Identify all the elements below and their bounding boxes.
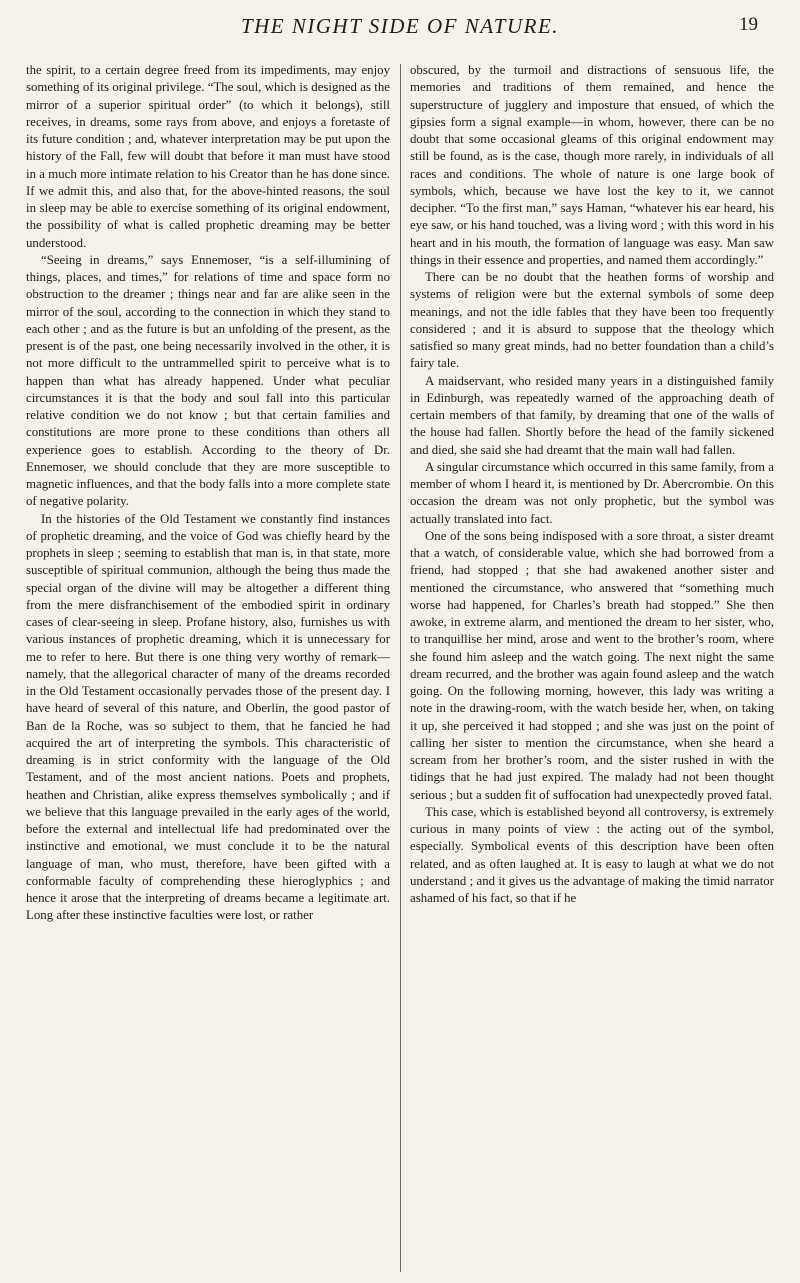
paragraph: There can be no doubt that the heathen forms of worship and systems of religion were but the external symbols of some deep meanings, and not the idle fables that they have been too frequently considered ; and it is absurd to suppose that the theology which satisfied so many great minds, had no better foundation than a child’s fairy tale. xyxy=(410,270,774,371)
running-title: THE NIGHT SIDE OF NATURE. xyxy=(240,14,560,38)
paragraph: This case, which is established beyond all controversy, is extremely curious in many points of view : the acting out of the symbol, especially. Symbolical events of this description have been often related, and as often laughed at. It is easy to laugh at what we do not understand ; and it gives us the advantage of making the timid narrator ashamed of his fact, so that if he xyxy=(410,804,774,905)
paragraph: obscured, by the turmoil and distractions of sensuous life, the memories and traditions of them remained, and hence the superstructure of jugglery and imposture that ensued, of which the gipsies form a signal example—in whom, however, there can be no doubt that some occasional gleams of this original endowment may still be found, as is the case, though more rarely, in individuals of all races and conditions. The whole of nature is one large book of symbols, which, because we have lost the key to it, we cannot decipher. “To the first man,” says Haman, “whatever his ear heard, his eye saw, or his hand touched, was a living word ; with this word in his heart and in his mouth, the formation of language was easy. Man saw things in their essence and properties, and named them accordingly.” xyxy=(410,63,774,267)
paragraph: the spirit, to a certain degree freed from its impediments, may enjoy something of its original privilege. “The soul, which is designed as the mirror of a superior spiritual order” (to which it belongs), still receives, in dreams, some rays from above, and enjoys a foretaste of its future condition ; and, whatever interpretation may be put upon the history of the Fall, few will doubt that before it man must have stood in a much more intimate relation to his Creator than he has done since. If we admit this, and also that, for the above-hinted reasons, the soul in sleep may be able to exercise something of its original endowment, the possibility of what is called prophetic dreaming may be better understood. xyxy=(26,63,390,250)
paragraph: In the histories of the Old Testament we constantly find instances of prophetic dreaming, and the voice of God was chiefly heard by the prophets in sleep ; seeming to establish that man is, in that state, more susceptible of spiritual communion, although the being thus made the special organ of the divine will may be altogether a different thing from the mere disfranchisement of the embodied spirit in ordinary cases of clear-seeing in sleep. Profane history, also, furnishes us with various instances of prophetic dreaming, which it is unnecessary for me to refer to here. But there is one thing very worthy of remark—namely, that the allegorical character of many of the dreams recorded in the Old Testament occasionally pervades those of the present day. I have heard of several of this nature, and Oberlin, the good pastor of Ban de la Roche, was so subject to them, that he fancied he had acquired the art of interpreting the symbols. This characteristic of dreaming is in strict conformity with the language of the Old Testament, and of the most ancient nations. Poets and prophets, heathen and Christian, alike express themselves symbolically ; and if we believe that this language prevailed in the early ages of the world, before the external and intellectual life had predominated over the instinctive and emotional, we must conclude it to be the natural language of man, who must, therefore, have been gifted with a conformable faculty of comprehending these hieroglyphics ; and hence it arose that the interpreting of dreams became a legitimate art. Long after these instinctive faculties were lost, or rather xyxy=(26,511,390,923)
column-divider xyxy=(400,64,401,1272)
page-number: 19 xyxy=(739,14,758,35)
running-head xyxy=(0,10,800,50)
paragraph: One of the sons being indisposed with a sore throat, a sister dreamt that a watch, of considerable value, which she had borrowed from a friend, had stopped ; that she had awakened another sister and mentioned the circumstance, who answered that “something much worse had happened, for Charles’s breath had stopped.” She then awoke, in extreme alarm, and mentioned the dream to her sister, who, to tranquillise her mind, arose and went to the brother’s room, where she found him asleep and the watch going. The next night the same dream recurred, and the brother was again found asleep and the watch going. On the following morning, however, this lady was writing a note in the drawing-room, with the watch beside her, when, on taking it up, she perceived it had stopped ; and she was just on the point of calling her sister to mention the circumstance, when she heard a scream from her brother’s room, and the sister rushed in with the tidings that he had just expired. The malady had not been thought serious ; but a sudden fit of suffocation had unexpectedly proved fatal. xyxy=(410,528,774,802)
paragraph: A singular circumstance which occurred in this same family, from a member of whom I heard it, is mentioned by Dr. Abercrombie. On this occasion the dream was not only prophetic, but the symbol was actually translated into fact. xyxy=(410,459,774,526)
right-column xyxy=(410,62,774,1274)
left-column xyxy=(26,62,390,1274)
text-columns xyxy=(26,62,774,1274)
paragraph: A maidservant, who resided many years in a distinguished family in Edinburgh, was repeatedly warned of the approaching death of certain members of that family, by dreaming that one of the walls of the house had fallen. Shortly before the head of the family sickened and died, she said she had dreamt that the main wall had fallen. xyxy=(410,373,774,457)
paragraph: “Seeing in dreams,” says Ennemoser, “is a self-illumining of things, places, and times,” for relations of time and space form no obstruction to the dreamer ; things near and far are alike seen in the mirror of the soul, according to the connection in which they stand to each other ; and as the future is but an unfolding of the present, as the present is of the past, one being necessarily involved in the other, it is not more difficult to the untrammelled spirit to perceive what is to happen than what has already happened. Under what peculiar circumstances it is that the body and soul fall into this particular relative condition we do not know ; but that certain families and constitutions are more prone to these conditions than others all experience goes to establish. According to the theory of Dr. Ennemoser, we should conclude that they are more susceptible to magnetic influences, and that the body falls into a more complete state of negative polarity. xyxy=(26,252,390,509)
